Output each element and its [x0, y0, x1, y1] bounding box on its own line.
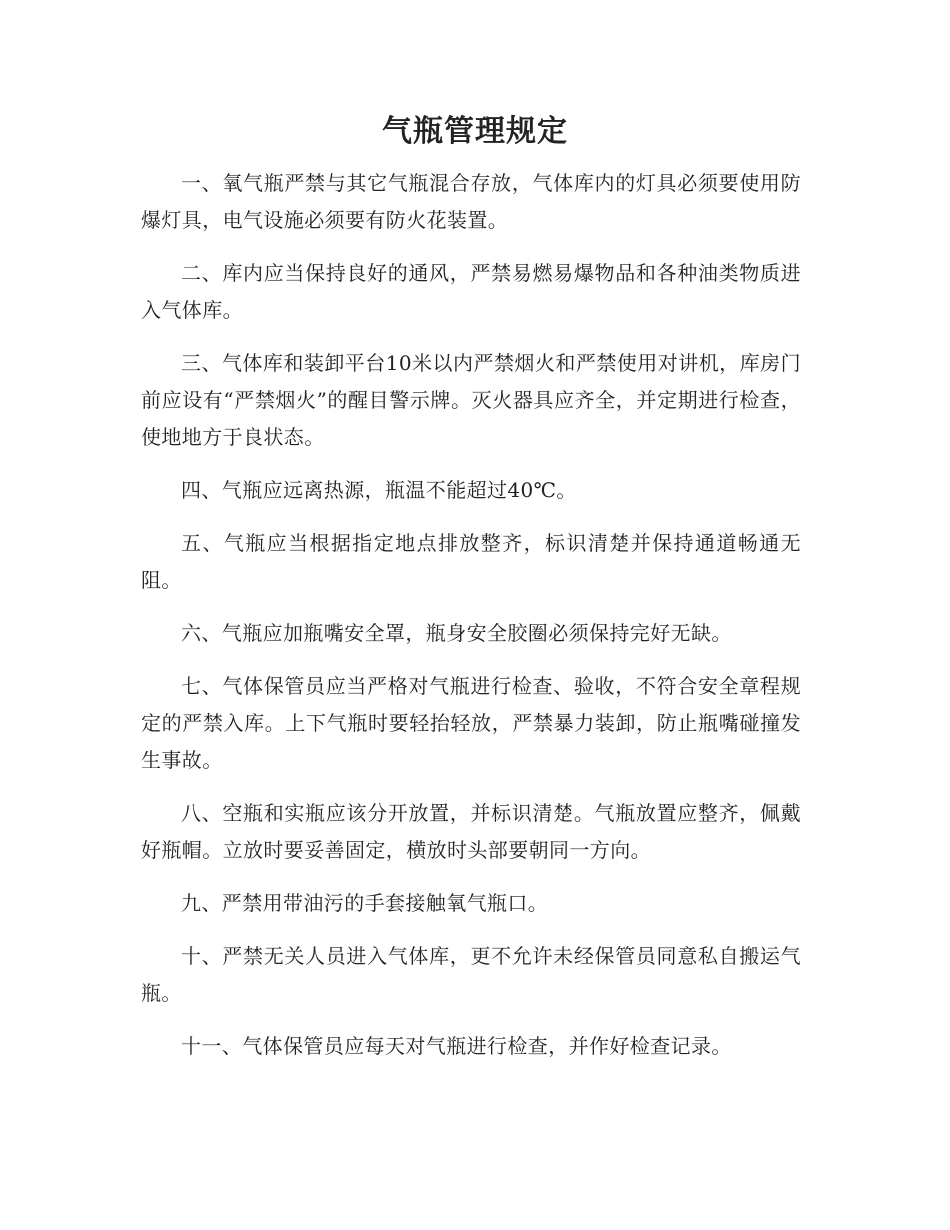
- rule-paragraph-5: 五、气瓶应当根据指定地点排放整齐，标识清楚并保持通道畅通无阻。: [141, 531, 801, 592]
- rule-paragraph-6: 六、气瓶应加瓶嘴安全罩，瓶身安全胶圈必须保持完好无缺。: [181, 621, 732, 645]
- rule-paragraph-2: 二、库内应当保持良好的通风，严禁易燃易爆物品和各种油类物质进入气体库。: [141, 261, 801, 322]
- rule-paragraph-4: 四、气瓶应远离热源，瓶温不能超过40℃。: [181, 478, 577, 502]
- rule-paragraph-11: 十一、气体保管员应每天对气瓶进行检查，并作好检查记录。: [181, 1034, 732, 1058]
- document-body: [141, 165, 801, 1081]
- document-title: 气瓶管理规定: [382, 114, 568, 149]
- rule-paragraph-9: 九、严禁用带油污的手套接触氧气瓶口。: [181, 891, 549, 915]
- rule-paragraph-10: 十、严禁无关人员进入气体库，更不允许未经保管员同意私自搬运气瓶。: [141, 944, 801, 1005]
- rule-paragraph-3: 三、气体库和装卸平台10米以内严禁烟火和严禁使用对讲机，库房门前应设有“严禁烟火”的醒目警示牌。灭火器具应齐全，并定期进行检查，使地地方于良状态。: [141, 351, 801, 449]
- rule-paragraph-1: 一、氧气瓶严禁与其它气瓶混合存放，气体库内的灯具必须要使用防爆灯具，电气设施必须要有防火花装置。: [141, 171, 801, 232]
- rule-paragraph-7: 七、气体保管员应当严格对气瓶进行检查、验收，不符合安全章程规定的严禁入库。上下气瓶时要轻抬轻放，严禁暴力装卸，防止瓶嘴碰撞发生事故。: [141, 674, 801, 772]
- rule-paragraph-8: 八、空瓶和实瓶应该分开放置，并标识清楚。气瓶放置应整齐，佩戴好瓶帽。立放时要妥善固定，横放时头部要朝同一方向。: [141, 801, 801, 862]
